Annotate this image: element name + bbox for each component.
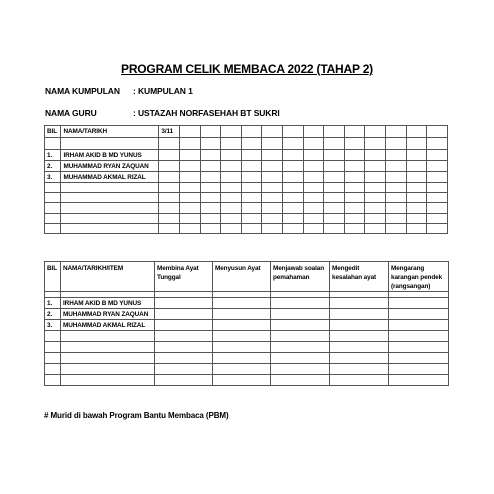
teacher-value: : USTAZAH NORFASEHAH BT SUKRI [133, 108, 280, 118]
footnote: # Murid di bawah Program Bantu Membaca (PBM) [44, 411, 229, 420]
table-cell [427, 161, 448, 172]
table-cell [324, 161, 345, 172]
table-cell [241, 161, 262, 172]
table-cell [61, 342, 155, 353]
table-cell [386, 203, 407, 213]
bil-cell: 2. [45, 309, 61, 320]
table-cell [389, 320, 449, 331]
table-row [45, 298, 449, 309]
table-cell [213, 309, 271, 320]
table-cell [262, 213, 283, 223]
table-cell [406, 138, 427, 150]
table-cell [213, 298, 271, 309]
table-cell [200, 172, 221, 183]
table-cell [324, 126, 345, 138]
header-cell: BIL [45, 262, 61, 292]
table-cell [200, 223, 221, 233]
header-cell: 3/11 [159, 126, 180, 138]
table-cell [45, 203, 61, 213]
table-cell [61, 375, 155, 386]
student-name-cell: MUHAMMAD AKMAL RIZAL [61, 320, 155, 331]
table-cell [155, 375, 213, 386]
table-cell [221, 213, 242, 223]
table-cell [241, 193, 262, 203]
table-cell [427, 150, 448, 161]
table-cell [365, 203, 386, 213]
table-cell [45, 364, 61, 375]
table-cell [159, 223, 180, 233]
header-cell: Mengedit kesalahan ayat [330, 262, 389, 292]
table-cell [427, 193, 448, 203]
table-cell [283, 138, 304, 150]
table-cell [45, 353, 61, 364]
table-cell [45, 213, 61, 223]
table-cell [213, 342, 271, 353]
table-cell [213, 331, 271, 342]
table-cell [283, 203, 304, 213]
teacher-label: NAMA GURU [45, 108, 97, 118]
table-cell [365, 213, 386, 223]
table-cell [344, 203, 365, 213]
table-row [45, 353, 449, 364]
table-cell [386, 193, 407, 203]
table-cell [324, 203, 345, 213]
table-cell [180, 150, 201, 161]
table-cell [344, 172, 365, 183]
table-cell [61, 331, 155, 342]
header-cell: NAMA/TARIKH/ITEM [61, 262, 155, 292]
table-cell [386, 161, 407, 172]
table-cell [155, 320, 213, 331]
table-cell [324, 172, 345, 183]
table-cell [180, 161, 201, 172]
table-cell [283, 193, 304, 203]
group-row [45, 86, 193, 96]
table-cell [61, 193, 159, 203]
table-cell [386, 183, 407, 193]
table-cell [389, 375, 449, 386]
table-cell [262, 126, 283, 138]
table-cell [241, 138, 262, 150]
table-row [45, 213, 448, 223]
table-cell [324, 183, 345, 193]
table-cell [45, 193, 61, 203]
table-row [45, 138, 448, 150]
table-cell [213, 375, 271, 386]
table-cell [262, 183, 283, 193]
table-row [45, 375, 449, 386]
table-cell [330, 375, 389, 386]
table-cell [213, 320, 271, 331]
table-cell [241, 150, 262, 161]
bil-cell: 1. [45, 150, 61, 161]
table-cell [180, 223, 201, 233]
table-cell [61, 138, 159, 150]
table-cell [159, 172, 180, 183]
table-cell [155, 309, 213, 320]
table-cell [271, 309, 330, 320]
table-row [45, 309, 449, 320]
table-cell [344, 150, 365, 161]
table-header-row [45, 262, 449, 292]
table-cell [303, 126, 324, 138]
table-cell [262, 223, 283, 233]
table-cell [365, 126, 386, 138]
table-cell [221, 193, 242, 203]
table-cell [303, 161, 324, 172]
table-cell [155, 298, 213, 309]
table-cell [330, 320, 389, 331]
table-cell [324, 223, 345, 233]
table-cell [180, 126, 201, 138]
table-cell [344, 213, 365, 223]
table-row [45, 223, 448, 233]
table-cell [262, 193, 283, 203]
table-cell [262, 203, 283, 213]
table-cell [283, 172, 304, 183]
table-cell [200, 203, 221, 213]
table-cell [365, 223, 386, 233]
bil-cell: 3. [45, 320, 61, 331]
table-cell [271, 342, 330, 353]
table-cell [427, 126, 448, 138]
table-cell [406, 183, 427, 193]
teacher-row [45, 108, 280, 118]
table-cell [45, 183, 61, 193]
table-cell [389, 309, 449, 320]
table-cell [200, 126, 221, 138]
table-cell [262, 138, 283, 150]
table-cell [283, 183, 304, 193]
table-cell [406, 172, 427, 183]
table-cell [303, 203, 324, 213]
header-cell: Mengarang karangan pendek (rangsangan) [389, 262, 449, 292]
table-cell [61, 364, 155, 375]
table-cell [303, 213, 324, 223]
table-cell [241, 223, 262, 233]
table-cell [386, 126, 407, 138]
table-cell [159, 213, 180, 223]
table-cell [221, 223, 242, 233]
table-cell [221, 172, 242, 183]
table-cell [344, 126, 365, 138]
table-row [45, 183, 448, 193]
table-cell [180, 203, 201, 213]
bil-cell: 2. [45, 161, 61, 172]
table-cell [180, 193, 201, 203]
table-cell [200, 150, 221, 161]
table-header-row [45, 126, 448, 138]
table-cell [61, 213, 159, 223]
table-cell [155, 331, 213, 342]
table-cell [283, 213, 304, 223]
table-cell [221, 126, 242, 138]
table-cell [324, 138, 345, 150]
table-cell [427, 213, 448, 223]
table-cell [271, 298, 330, 309]
table-cell [61, 223, 159, 233]
table-cell [200, 193, 221, 203]
table-cell [213, 353, 271, 364]
table-cell [427, 138, 448, 150]
table-cell [213, 364, 271, 375]
table-cell [344, 161, 365, 172]
table-cell [221, 138, 242, 150]
table-cell [365, 161, 386, 172]
table-cell [406, 161, 427, 172]
table-cell [344, 183, 365, 193]
table-cell [45, 138, 61, 150]
table-cell [303, 138, 324, 150]
header-cell: BIL [45, 126, 61, 138]
table-row [45, 193, 448, 203]
table-cell [386, 223, 407, 233]
table-cell [45, 223, 61, 233]
table-cell [406, 193, 427, 203]
group-value: : KUMPULAN 1 [133, 86, 193, 96]
table-cell [271, 353, 330, 364]
table-row [45, 320, 449, 331]
table-cell [61, 183, 159, 193]
table-cell [221, 161, 242, 172]
table-cell [303, 172, 324, 183]
table-cell [330, 298, 389, 309]
table-cell [303, 183, 324, 193]
table-cell [180, 138, 201, 150]
table-cell [427, 223, 448, 233]
student-name-cell: MUHAMMAD AKMAL RIZAL [61, 172, 159, 183]
table-cell [344, 193, 365, 203]
table-cell [159, 183, 180, 193]
table-cell [427, 183, 448, 193]
table-cell [271, 375, 330, 386]
table-cell [159, 193, 180, 203]
table-cell [159, 150, 180, 161]
table-cell [200, 161, 221, 172]
table-cell [180, 183, 201, 193]
table-cell [303, 193, 324, 203]
item-table [44, 261, 449, 386]
table-row [45, 150, 448, 161]
table-cell [389, 298, 449, 309]
header-cell: Membina Ayat Tunggal [155, 262, 213, 292]
table-cell [427, 172, 448, 183]
table-cell [330, 364, 389, 375]
table-cell [241, 213, 262, 223]
table-cell [365, 193, 386, 203]
table-cell [155, 342, 213, 353]
table-cell [283, 223, 304, 233]
table-cell [427, 203, 448, 213]
table-cell [45, 331, 61, 342]
student-name-cell: IRHAM AKID B MD YUNUS [61, 298, 155, 309]
table-cell [389, 364, 449, 375]
table-cell [283, 150, 304, 161]
table-cell [159, 138, 180, 150]
page-title: PROGRAM CELIK MEMBACA 2022 (TAHAP 2) [121, 62, 373, 76]
table-cell [45, 342, 61, 353]
table-cell [200, 138, 221, 150]
attendance-table [44, 125, 448, 234]
table-cell [241, 172, 262, 183]
bil-cell: 3. [45, 172, 61, 183]
table-cell [283, 126, 304, 138]
table-cell [61, 353, 155, 364]
table-cell [155, 364, 213, 375]
table-cell [324, 193, 345, 203]
table-cell [344, 138, 365, 150]
table-cell [241, 126, 262, 138]
table-cell [262, 161, 283, 172]
table-cell [406, 126, 427, 138]
table-cell [406, 150, 427, 161]
table-cell [365, 150, 386, 161]
table-cell [159, 161, 180, 172]
table-cell [330, 342, 389, 353]
table-cell [271, 331, 330, 342]
table-cell [330, 331, 389, 342]
table-cell [406, 223, 427, 233]
table-cell [303, 223, 324, 233]
table-row [45, 364, 449, 375]
table-cell [365, 138, 386, 150]
table-cell [389, 353, 449, 364]
table-cell [303, 150, 324, 161]
table-cell [330, 353, 389, 364]
table-cell [241, 183, 262, 193]
header-cell: Menyusun Ayat [213, 262, 271, 292]
student-name-cell: MUHAMMAD RYAN ZAQUAN [61, 161, 159, 172]
table-cell [200, 183, 221, 193]
table-cell [365, 183, 386, 193]
group-label: NAMA KUMPULAN [45, 86, 120, 96]
table-cell [61, 203, 159, 213]
table-cell [271, 364, 330, 375]
table-cell [386, 150, 407, 161]
table-cell [262, 172, 283, 183]
table-row [45, 161, 448, 172]
table-cell [241, 203, 262, 213]
header-cell: NAMA/TARIKH [61, 126, 159, 138]
table-cell [221, 150, 242, 161]
table-cell [180, 213, 201, 223]
table-cell [389, 331, 449, 342]
table-cell [221, 203, 242, 213]
table-cell [283, 161, 304, 172]
table-cell [262, 150, 283, 161]
header-cell: Menjawab soalan pemahaman [271, 262, 330, 292]
table-cell [221, 183, 242, 193]
table-cell [344, 223, 365, 233]
bil-cell: 1. [45, 298, 61, 309]
table-row [45, 342, 449, 353]
table-row [45, 203, 448, 213]
table-cell [200, 213, 221, 223]
table-row [45, 172, 448, 183]
student-name-cell: MUHAMMAD RYAN ZAQUAN [61, 309, 155, 320]
table-cell [406, 203, 427, 213]
table-cell [324, 150, 345, 161]
table-row [45, 331, 449, 342]
table-cell [155, 353, 213, 364]
table-cell [365, 172, 386, 183]
table-cell [389, 342, 449, 353]
table-cell [324, 213, 345, 223]
table-cell [271, 320, 330, 331]
table-cell [386, 172, 407, 183]
student-name-cell: IRHAM AKID B MD YUNUS [61, 150, 159, 161]
table-cell [159, 203, 180, 213]
table-cell [180, 172, 201, 183]
table-cell [386, 138, 407, 150]
table-cell [330, 309, 389, 320]
table-cell [406, 213, 427, 223]
table-cell [386, 213, 407, 223]
table-cell [45, 375, 61, 386]
